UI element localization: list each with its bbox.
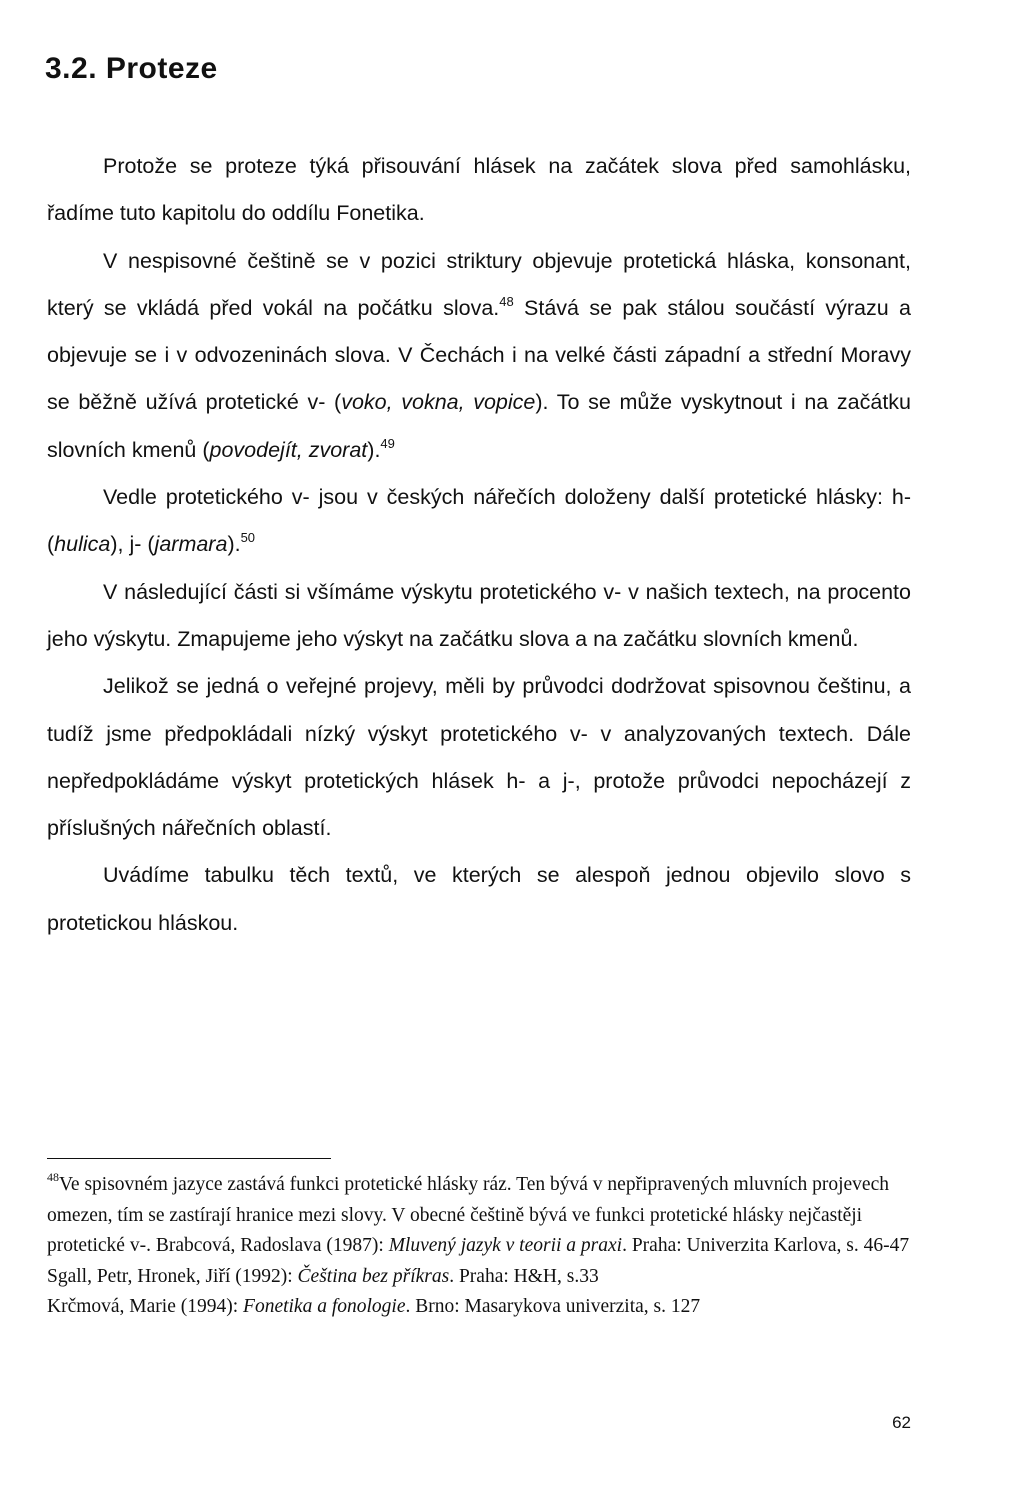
- paragraph-6-text: Uvádíme tabulku těch textů, ve kterých se alespoň jednou objevilo slovo s protetickou hláskou.: [47, 863, 911, 935]
- paragraph-2: [47, 238, 911, 474]
- paragraph-2-text-b: Stává se pak stálou součástí výrazu a objevuje se i v odvozeninách slova. V Čechách i na velké části západní a střední Moravy se běžně užívá protetické v- (: [47, 295, 911, 415]
- paragraph-5: [47, 663, 911, 852]
- paragraph-4-text: V následující části si všímáme výskytu protetického v- v našich textech, na procento jeho výskytu. Zmapujeme jeho výskyt na začátku slova a na začátku slovních kmenů.: [47, 579, 911, 651]
- footnote-49-text: Sgall, Petr, Hronek, Jiří (1992):: [47, 1265, 298, 1287]
- footnote-48-title: Mluvený jazyk v teorii a praxi: [388, 1235, 623, 1257]
- footnote-49-title: Čeština bez příkras: [297, 1265, 450, 1287]
- paragraph-5-text: Jelikož se jedná o veřejné projevy, měli by průvodci dodržovat spisovnou češtinu, a tudíž jsme předpokládali nízký výskyt protetického v- v analyzovaných textech. Dále nepředpokládáme výskyt protetických hlásek h- a j-, protože průvodci nepocházejí z příslušných nářečních oblastí.: [47, 674, 911, 841]
- paragraph-2-text-d: ).: [367, 437, 381, 462]
- footnote-divider: [47, 1158, 331, 1159]
- paragraph-2-text-a: V nespisovné češtině se v pozici striktury objevuje protetická hláska, konsonant, který se vkládá před vokál na počátku slova.: [47, 248, 911, 320]
- footnote-48-mark: 48: [47, 1170, 59, 1184]
- paragraph-3-text-a: Vedle protetického v- jsou v českých nářečích doloženy další protetické hlásky: h- (: [47, 485, 911, 557]
- example-jarmara: jarmara: [154, 532, 228, 557]
- footnote-49-source: . Praha: H&H, s.33: [449, 1265, 599, 1287]
- section-heading: 3.2. Proteze: [45, 52, 218, 85]
- footnote-50: [47, 1292, 927, 1323]
- footnote-50-source: . Brno: Masarykova univerzita, s. 127: [405, 1296, 701, 1318]
- footnote-48-text: Ve spisovném jazyce zastává funkci protetické hlásky ráz. Ten bývá v nepřipravených mluvních projevech omezen, tím se zastírají hranice mezi slovy. V obecné češtině bývá ve funkci protetické hlásky nejčastěji protetické v-. Brabcová, Radoslava (1987):: [47, 1174, 889, 1257]
- paragraph-3-text-b: ), j- (: [110, 532, 155, 557]
- paragraph-1: [47, 143, 911, 238]
- page-number: 62: [892, 1413, 911, 1432]
- footnote-ref-50[interactable]: 50: [240, 530, 256, 546]
- paragraph-1-text: Protože se proteze týká přisouvání hlásek na začátek slova před samohlásku, řadíme tuto kapitolu do oddílu Fonetika.: [47, 154, 911, 226]
- paragraph-3-text-c: ).: [227, 532, 241, 557]
- paragraph-2-text-c: ). To se může vyskytnout i na začátku slovních kmenů (: [47, 390, 912, 462]
- example-hulica: hulica: [54, 532, 111, 557]
- footnote-ref-49[interactable]: 49: [380, 435, 395, 451]
- footnote-48: [47, 1170, 927, 1262]
- example-povodejit: povodejít, zvorat: [209, 437, 368, 462]
- footnote-50-text: Krčmová, Marie (1994):: [47, 1296, 244, 1318]
- example-voko: voko, vokna, vopice: [341, 390, 536, 415]
- footnote-49: [47, 1262, 927, 1293]
- footnote-ref-48[interactable]: 48: [499, 293, 514, 309]
- paragraph-6: [47, 852, 911, 947]
- footnote-50-title: Fonetika a fonologie: [243, 1296, 406, 1318]
- footnotes: [47, 1170, 927, 1323]
- paragraph-3: [47, 474, 911, 569]
- paragraph-4: [47, 569, 911, 664]
- body-text: [47, 143, 911, 947]
- footnote-48-source: . Praha: Univerzita Karlova, s. 46-47: [622, 1235, 910, 1257]
